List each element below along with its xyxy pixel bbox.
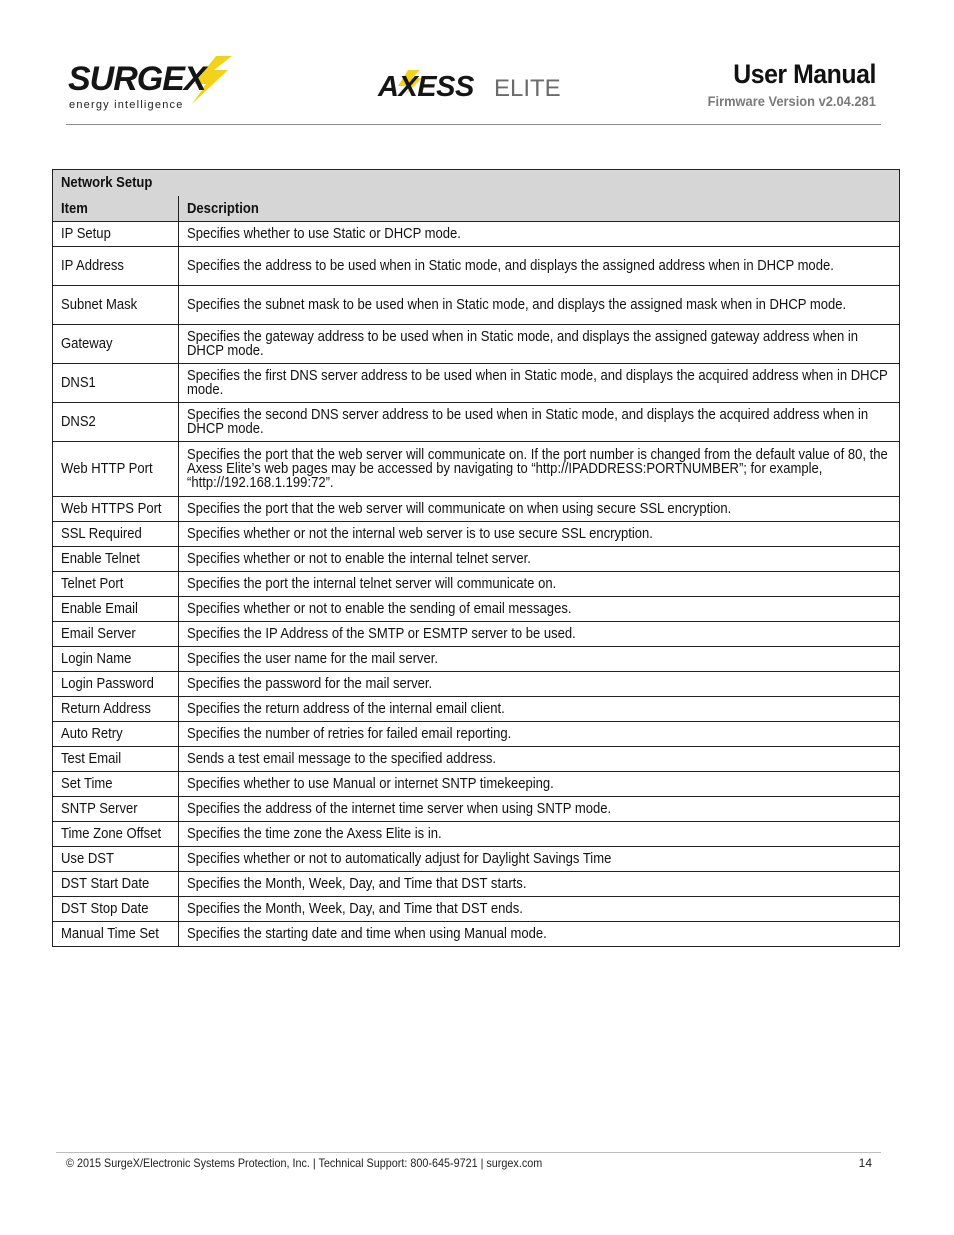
row-item: Set Time: [53, 772, 179, 797]
table-row: [53, 797, 900, 822]
row-item: Use DST: [53, 847, 179, 872]
table-row: [53, 442, 900, 497]
row-description: Specifies the starting date and time when using Manual mode.: [179, 922, 900, 947]
row-item: Web HTTP Port: [53, 442, 179, 497]
surgex-logo: [66, 52, 242, 118]
axess-elite-logo: [378, 66, 561, 103]
table-row: [53, 522, 900, 547]
row-description: Specifies the IP Address of the SMTP or ESMTP server to be used.: [179, 622, 900, 647]
row-item: Email Server: [53, 622, 179, 647]
row-description: Specifies whether or not to enable the sending of email messages.: [179, 597, 900, 622]
svg-text:SURGEX: SURGEX: [68, 60, 206, 98]
page-number: 14: [858, 1156, 872, 1170]
table-row: [53, 597, 900, 622]
row-description: Specifies whether or not to enable the internal telnet server.: [179, 547, 900, 572]
row-item: Time Zone Offset: [53, 822, 179, 847]
row-item: Enable Email: [53, 597, 179, 622]
row-description: Specifies the port that the web server will communicate on when using secure SSL encryption.: [179, 497, 900, 522]
row-item: Login Password: [53, 672, 179, 697]
table-row: [53, 897, 900, 922]
title-block: [693, 58, 876, 110]
section-title: Network Setup: [53, 170, 900, 197]
table-row: [53, 872, 900, 897]
row-item: IP Setup: [53, 222, 179, 247]
table-row: [53, 772, 900, 797]
table-row: [53, 222, 900, 247]
row-item: IP Address: [53, 247, 179, 286]
table-row: [53, 747, 900, 772]
row-item: SSL Required: [53, 522, 179, 547]
column-header-item: Item: [53, 196, 179, 222]
table-row: [53, 247, 900, 286]
row-item: DNS2: [53, 403, 179, 442]
table-row: [53, 286, 900, 325]
table-row: [53, 572, 900, 597]
row-item: DNS1: [53, 364, 179, 403]
table-row: [53, 672, 900, 697]
row-item: Enable Telnet: [53, 547, 179, 572]
row-item: Gateway: [53, 325, 179, 364]
header-divider: [66, 124, 881, 125]
footer-copyright: © 2015 SurgeX/Electronic Systems Protection, Inc. | Technical Support: 800-645-9721 | surgex.com: [66, 1156, 543, 1170]
table-row: [53, 403, 900, 442]
row-description: Specifies the subnet mask to be used when in Static mode, and displays the assigned mask when in DHCP mode.: [179, 286, 900, 325]
row-description: Specifies whether to use Manual or internet SNTP timekeeping.: [179, 772, 900, 797]
row-description: Specifies the second DNS server address to be used when in Static mode, and displays the acquired address when in DHCP mode.: [179, 403, 900, 442]
row-description: Specifies the return address of the internal email client.: [179, 697, 900, 722]
row-description: Specifies the Month, Week, Day, and Time that DST ends.: [179, 897, 900, 922]
table-row: [53, 497, 900, 522]
row-description: Specifies the address to be used when in Static mode, and displays the assigned address when in DHCP mode.: [179, 247, 900, 286]
row-description: Specifies the password for the mail server.: [179, 672, 900, 697]
row-description: Specifies the port the internal telnet server will communicate on.: [179, 572, 900, 597]
table-row: [53, 922, 900, 947]
row-description: Specifies the port that the web server will communicate on. If the port number is changed from the default value of 80, the Axess Elite’s web pages may be accessed by navigating to “http://IPADDRESS:PORTNUMBER”; for example, “http://192.168.1.199:72”.: [179, 442, 900, 497]
svg-text:energy intelligence: energy intelligence: [69, 99, 184, 111]
row-item: Manual Time Set: [53, 922, 179, 947]
table-row: [53, 622, 900, 647]
row-description: Specifies the gateway address to be used when in Static mode, and displays the assigned gateway address when in DHCP mode.: [179, 325, 900, 364]
row-item: Test Email: [53, 747, 179, 772]
document-title: User Manual: [733, 59, 876, 89]
row-item: Return Address: [53, 697, 179, 722]
table-row: [53, 722, 900, 747]
table-row: [53, 364, 900, 403]
row-description: Specifies the address of the internet time server when using SNTP mode.: [179, 797, 900, 822]
row-item: SNTP Server: [53, 797, 179, 822]
table-row: [53, 847, 900, 872]
row-item: Subnet Mask: [53, 286, 179, 325]
table-column-header: [53, 196, 900, 222]
table-row: [53, 822, 900, 847]
table-row: [53, 697, 900, 722]
row-description: Sends a test email message to the specified address.: [179, 747, 900, 772]
row-item: Telnet Port: [53, 572, 179, 597]
row-description: Specifies whether or not the internal web server is to use secure SSL encryption.: [179, 522, 900, 547]
table-section-header: [53, 170, 900, 197]
table-row: [53, 325, 900, 364]
svg-text:AXESS: AXESS: [378, 71, 474, 103]
page-header: [0, 0, 954, 130]
row-description: Specifies the Month, Week, Day, and Time that DST starts.: [179, 872, 900, 897]
row-item: Login Name: [53, 647, 179, 672]
table-row: [53, 647, 900, 672]
firmware-version: Firmware Version v2.04.281: [707, 93, 876, 109]
svg-text:ELITE: ELITE: [494, 75, 561, 102]
row-item: Auto Retry: [53, 722, 179, 747]
footer-divider: [56, 1152, 881, 1153]
column-header-description: Description: [179, 196, 900, 222]
row-item: Web HTTPS Port: [53, 497, 179, 522]
row-description: Specifies the time zone the Axess Elite is in.: [179, 822, 900, 847]
row-description: Specifies the user name for the mail server.: [179, 647, 900, 672]
row-description: Specifies whether to use Static or DHCP mode.: [179, 222, 900, 247]
row-item: DST Start Date: [53, 872, 179, 897]
network-setup-table: [52, 169, 900, 947]
row-description: Specifies the number of retries for failed email reporting.: [179, 722, 900, 747]
row-description: Specifies whether or not to automatically adjust for Daylight Savings Time: [179, 847, 900, 872]
table-row: [53, 547, 900, 572]
row-item: DST Stop Date: [53, 897, 179, 922]
row-description: Specifies the first DNS server address to be used when in Static mode, and displays the acquired address when in DHCP mode.: [179, 364, 900, 403]
